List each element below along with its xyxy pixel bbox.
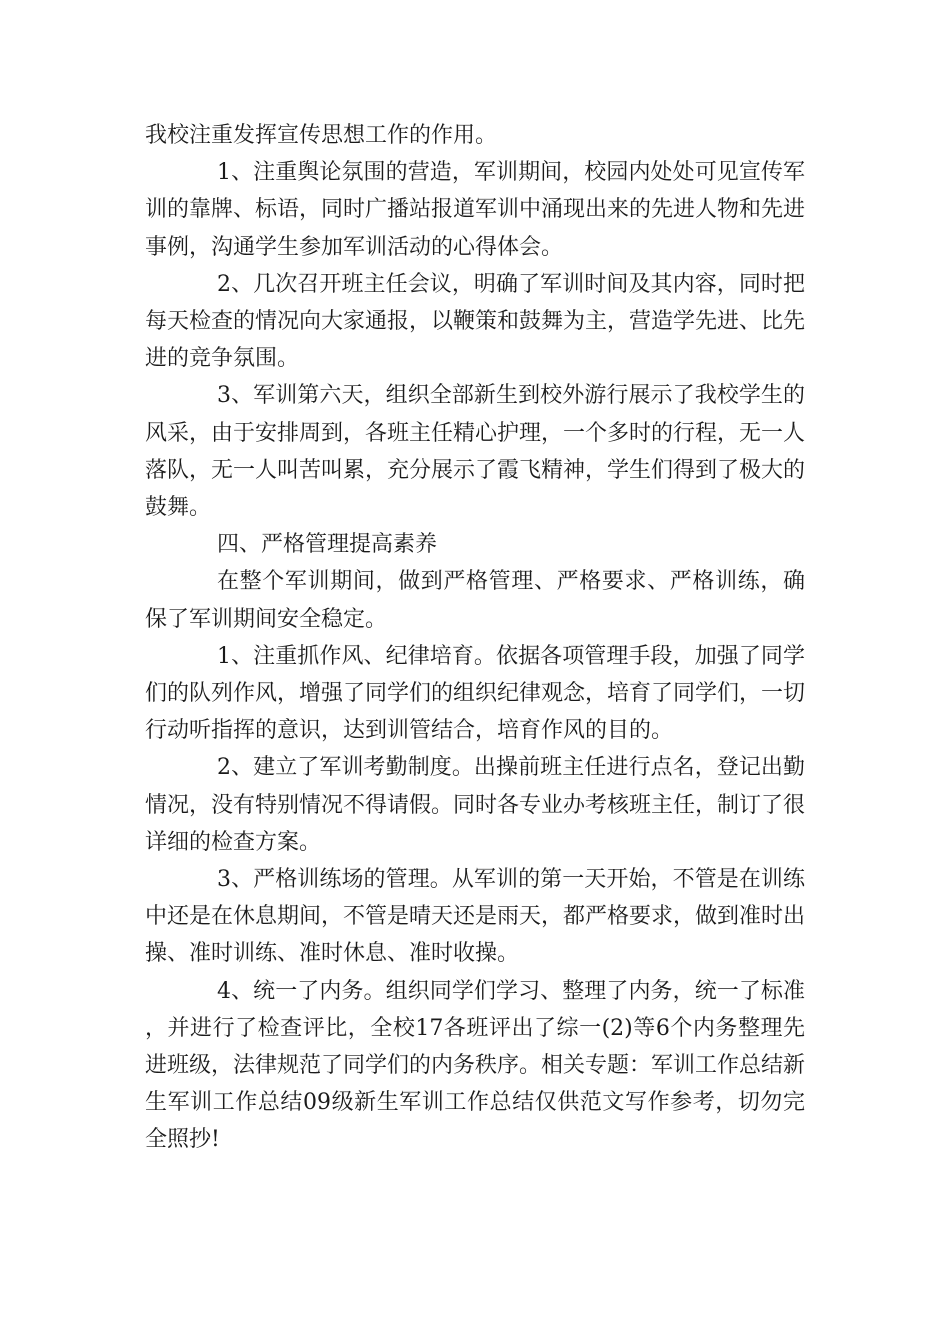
paragraph-continuation: 我校注重发挥宣传思想工作的作用。 bbox=[145, 123, 498, 148]
document-body bbox=[145, 117, 805, 1159]
paragraph-section-intro: 在整个军训期间，做到严格管理、严格要求、严格训练，确保了军训期间安全稳定。 bbox=[145, 569, 805, 632]
section-heading-strict-management: 四、严格管理提高素养 bbox=[217, 532, 438, 558]
paragraph-item-1-discipline: 1、注重抓作风、纪律培育。依据各项管理手段，加强了同学们的队列作风，增强了同学们的组织纪律观念，培育了同学们，一切行动听指挥的意识，达到训管结合，培育作风的目的。 bbox=[145, 643, 806, 744]
paragraph-item-3-training-ground: 3、严格训练场的管理。从军训的第一天开始，不管是在训练中还是在休息期间，不管是晴天还是雨天，都严格要求，做到准时出操、准时训练、准时休息、准时收操。 bbox=[145, 867, 806, 967]
paragraph-item-1-publicity: 1、注重舆论氛围的营造，军训期间，校园内处处可见宣传军训的靠牌、标语，同时广播站报道军训中涌现出来的先进人物和先进事例，沟通学生参加军训活动的心得体会。 bbox=[145, 160, 806, 260]
paragraph-item-3-parade: 3、军训第六天，组织全部新生到校外游行展示了我校学生的风采，由于安排周到，各班主任精心护理，一个多时的行程，无一人落队，无一人叫苦叫累，充分展示了霞飞精神，学生们得到了极大的鼓舞。 bbox=[145, 383, 806, 521]
paragraph-item-4-housekeeping: 4、统一了内务。组织同学们学习、整理了内务，统一了标准，并进行了检查评比，全校17各班评出了综一(2)等6个内务整理先进班级，法律规范了同学们的内务秩序。相关专题：军训工作总结新生军训工作总结09级新生军训工作总结仅供范文写作参考，切勿完全照抄! bbox=[145, 978, 806, 1153]
paragraph-item-2-meetings: 2、几次召开班主任会议，明确了军训时间及其内容，同时把每天检查的情况向大家通报，以鞭策和鼓舞为主，营造学先进、比先进的竞争氛围。 bbox=[145, 271, 806, 372]
paragraph-item-2-attendance: 2、建立了军训考勤制度。出操前班主任进行点名，登记出勤情况，没有特别情况不得请假。同时各专业办考核班主任，制订了很详细的检查方案。 bbox=[145, 755, 806, 855]
